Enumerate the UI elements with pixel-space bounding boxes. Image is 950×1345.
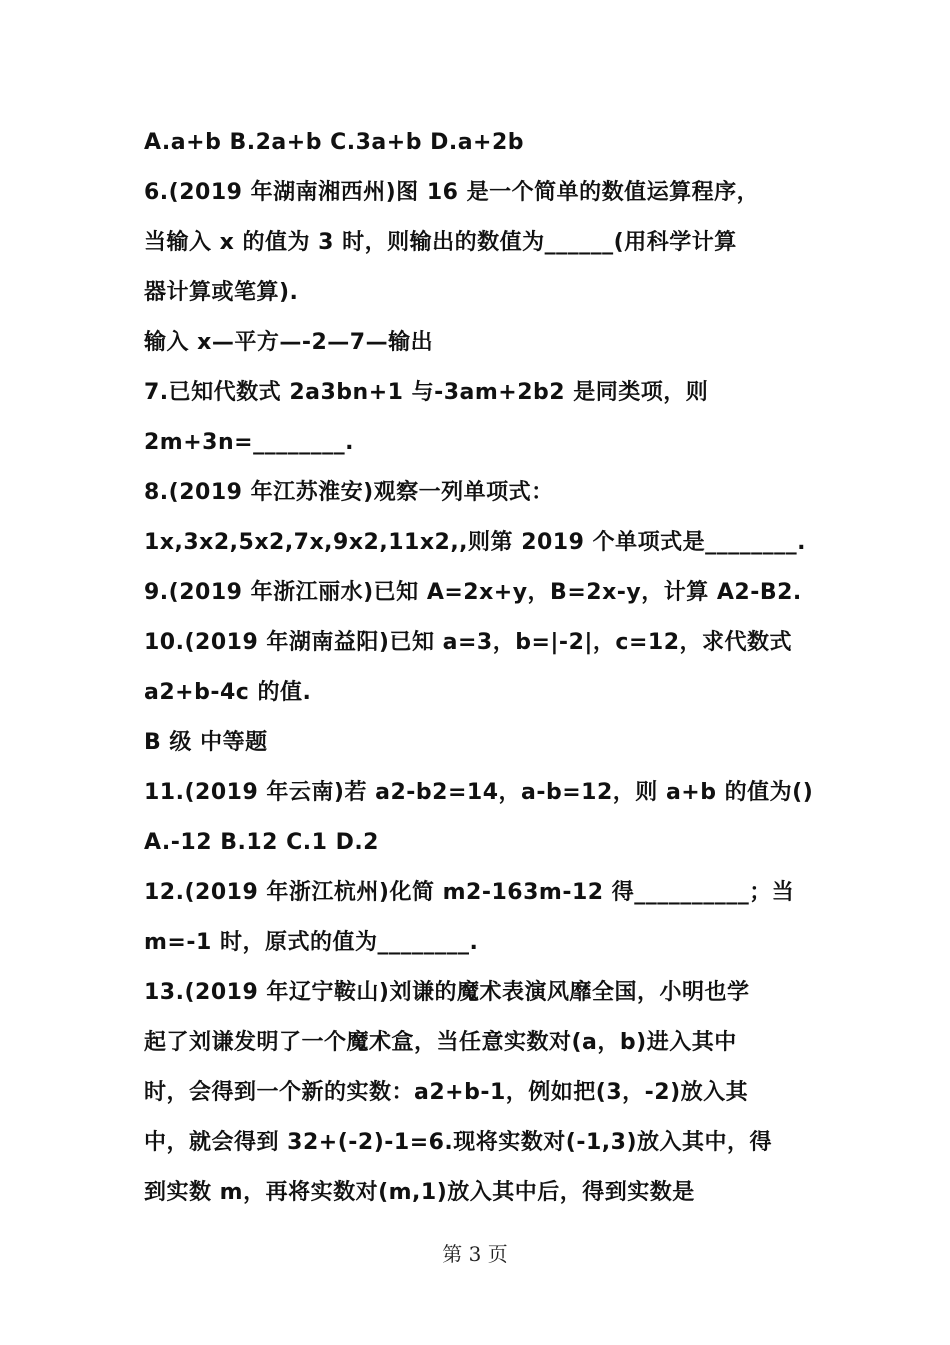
text-line: 时，会得到一个新的实数：a2+b-1，例如把(3，-2)放入其: [144, 1080, 749, 1105]
section-heading: B 级 中等题: [144, 730, 268, 755]
text-line: a2+b-4c 的值.: [144, 680, 312, 705]
text-line: 8.(2019 年江苏淮安)观察一列单项式：: [144, 480, 554, 505]
text-line: 11.(2019 年云南)若 a2-b2=14，a-b=12，则 a+b 的值为(): [144, 780, 814, 805]
text-line: 9.(2019 年浙江丽水)已知 A=2x+y，B=2x-y，计算 A2-B2.: [144, 580, 802, 605]
text-line: 起了刘谦发明了一个魔术盒，当任意实数对(a，b)进入其中: [144, 1030, 737, 1055]
text-line: 13.(2019 年辽宁鞍山)刘谦的魔术表演风靡全国，小明也学: [144, 980, 750, 1005]
text-line: 1x,3x2,5x2,7x,9x2,11x2,,则第 2019 个单项式是________.: [144, 530, 806, 555]
text-line: 中，就会得到 32+(-2)-1=6.现将实数对(-1,3)放入其中，得: [144, 1130, 773, 1155]
text-line: 2m+3n=________.: [144, 430, 354, 455]
text-line: A.a+b B.2a+b C.3a+b D.a+2b: [144, 130, 525, 155]
text-line: 当输入 x 的值为 3 时，则输出的数值为______(用科学计算: [144, 230, 737, 255]
text-line: 10.(2019 年湖南益阳)已知 a=3，b=|-2|，c=12，求代数式: [144, 630, 792, 655]
text-line: 12.(2019 年浙江杭州)化简 m2-163m-12 得__________；当: [144, 880, 795, 905]
text-line: 6.(2019 年湖南湘西州)图 16 是一个简单的数值运算程序，: [144, 180, 760, 205]
text-line: 到实数 m，再将实数对(m,1)放入其中后，得到实数是: [144, 1180, 695, 1205]
text-line: A.-12 B.12 C.1 D.2: [144, 830, 379, 855]
text-line: m=-1 时，原式的值为________.: [144, 930, 479, 955]
page-number: 第 3 页: [442, 1242, 508, 1266]
page-content: [144, 118, 824, 1218]
text-line: 器计算或笔算).: [144, 280, 299, 305]
text-line: 输入 x—平方—-2—7—输出: [144, 330, 434, 355]
text-line: 7.已知代数式 2a3bn+1 与-3am+2b2 是同类项，则: [144, 380, 709, 405]
